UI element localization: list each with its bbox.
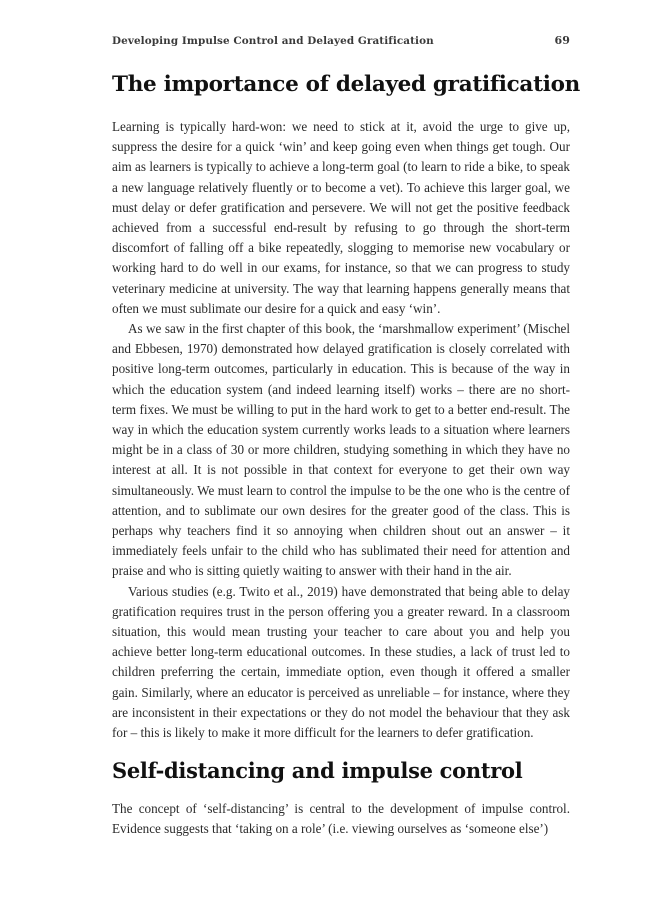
paragraph: The concept of ‘self-distancing’ is central to the development of impulse control. Evidence suggests that ‘taking on a role’ (i.e. viewing ourselves as ‘someone else’) (112, 801, 570, 837)
section-body-delayed-gratification (112, 117, 570, 743)
section-heading-delayed-gratification: The importance of delayed gratification (112, 72, 580, 97)
page-number: 69 (554, 34, 570, 47)
paragraph: Various studies (e.g. Twito et al., 2019) have demonstrated that being able to delay gratification requires trust in the person offering you a greater reward. In a classroom situation, this would mean trusting your teacher to care about you and help you achieve better long-term educational outcomes. In these studies, a lack of trust led to children preferring the certain, immediate option, even though it offered a smaller gain. Similarly, where an educator is perceived as unreliable – for instance, where they are inconsistent in their expectations or they do not model the behaviour that they ask for – this is likely to make it more difficult for the learners to defer gratification. (112, 583, 570, 741)
section-body-self-distancing (112, 799, 570, 839)
section-heading-self-distancing: Self-distancing and impulse control (112, 758, 523, 783)
running-header (112, 34, 570, 47)
running-title: Developing Impulse Control and Delayed Gratification (112, 35, 434, 47)
paragraph: Learning is typically hard-won: we need to stick at it, avoid the urge to give up, suppress the desire for a quick ‘win’ and keep going even when things get tough. Our aim as learners is typically to achieve a long-term goal (to learn to ride a bike, to speak a new language relatively fluently or to become a vet). To achieve this larger goal, we must delay or defer gratification and persevere. We will not get the positive feedback achieved from a successful end-result by refusing to go through the short-term discomfort of falling off a bike repeatedly, slogging to memorise new vocabulary or working hard to do well in our exams, for instance, so that we can progress to study veterinary medicine at university. The way that learning happens generally means that often we must sublimate our desire for a quick and easy ‘win’. (112, 119, 570, 316)
paragraph: As we saw in the first chapter of this book, the ‘marshmallow experiment’ (Mischel and Ebbesen, 1970) demonstrated how delayed gratification is closely correlated with positive long-term outcomes, particularly in education. This is because of the way in which the education system (and indeed learning itself) works – there are no short-term fixes. We must be willing to put in the hard work to get to a better end-result. The way in which the education system currently works leads to a situation where learners might be in a class of 30 or more children, studying something in which they have no interest at all. It is not possible in that context for everyone to get their own way simultaneously. We must learn to control the impulse to be the one who is the centre of attention, and to sublimate our own desires for the greater good of the class. This is perhaps why teachers find it so annoying when children shout out an answer – it immediately feels unfair to the child who has sublimated their need for attention and praise and who is sitting quietly waiting to answer with their hand in the air. (112, 321, 570, 579)
